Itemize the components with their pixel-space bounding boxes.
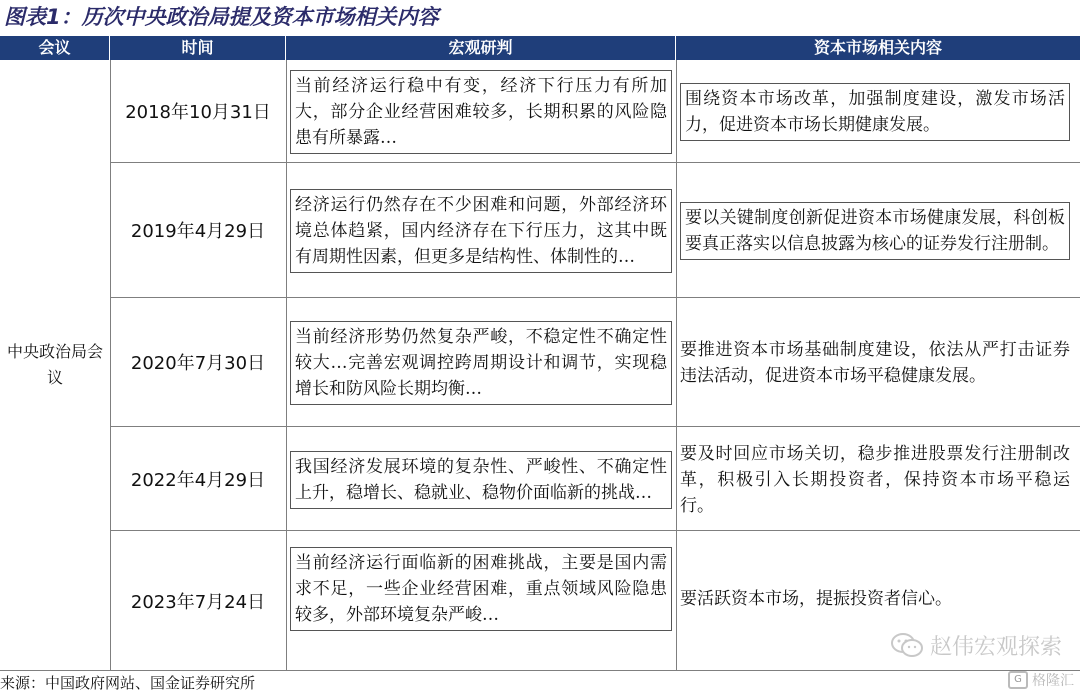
brand-text: 格隆汇 — [1032, 673, 1074, 689]
capital-text: 要以关键制度创新促进资本市场健康发展，科创板要真正落实以信息披露为核心的证券发行注册制。 — [680, 202, 1070, 260]
capital-text: 要活跃资本市场，提振投资者信心。 — [680, 589, 952, 609]
row-date: 2019年4月29日 — [130, 221, 266, 242]
capital-text: 要及时回应市场关切，稳步推进股票发行注册制改革，积极引入长期投资者，保持资本市场平稳运行。 — [680, 443, 1070, 516]
row-macro — [286, 166, 676, 296]
row-date: 2020年7月30日 — [130, 353, 266, 374]
macro-text: 当前经济运行稳中有变，经济下行压力有所加大，部分企业经营困难较多，长期积累的风险隐患有所暴露… — [290, 70, 672, 154]
table-bottom-rule — [0, 670, 1080, 671]
row-capital — [676, 166, 1074, 296]
table-header — [0, 36, 1080, 60]
capital-text: 围绕资本市场改革，加强制度建设，激发市场活力，促进资本市场长期健康发展。 — [680, 83, 1070, 141]
wechat-icon — [890, 632, 924, 658]
row-date: 2018年10月31日 — [125, 102, 271, 123]
row-macro — [286, 301, 676, 425]
watermark — [890, 628, 1062, 662]
row-date: 2023年7月24日 — [130, 591, 266, 613]
capital-text: 要推进资本市场基础制度建设，依法从严打击证券违法活动，促进资本市场平稳健康发展。 — [680, 340, 1070, 386]
brand-mark — [1008, 668, 1074, 692]
brand-logo-icon: G — [1008, 671, 1028, 689]
meeting-cell: 中央政治局会议 — [6, 342, 103, 387]
row-capital — [676, 63, 1074, 161]
header-macro: 宏观研判 — [286, 36, 676, 60]
macro-text: 经济运行仍然存在不少困难和问题，外部经济环境总体趋紧，国内经济存在下行压力，这其中既有周期性因素，但更多是结构性、体制性的… — [290, 189, 672, 273]
row-macro — [286, 63, 676, 161]
row-capital — [676, 430, 1074, 529]
watermark-text: 赵伟宏观探索 — [929, 634, 1062, 660]
macro-text: 当前经济形势仍然复杂严峻，不稳定性不确定性较大…完善宏观调控跨周期设计和调节，实现稳增长和防风险长期均衡… — [290, 321, 672, 405]
row-date: 2022年4月29日 — [130, 469, 266, 491]
macro-text: 我国经济发展环境的复杂性、严峻性、不确定性上升，稳增长、稳就业、稳物价面临新的挑战… — [290, 451, 672, 509]
row-capital — [676, 301, 1074, 425]
row-macro — [286, 534, 676, 644]
macro-text: 当前经济运行面临新的困难挑战，主要是国内需求不足，一些企业经营困难，重点领域风险隐患较多，外部环境复杂严峻… — [290, 547, 672, 631]
figure-title: 图表1：历次中央政治局提及资本市场相关内容 — [4, 5, 439, 29]
header-time: 时间 — [110, 36, 286, 60]
grid-divider — [110, 60, 111, 670]
header-meeting: 会议 — [0, 36, 110, 60]
header-capital-market: 资本市场相关内容 — [813, 38, 942, 57]
source-note: 来源：中国政府网站、国金证券研究所 — [0, 674, 256, 692]
row-macro — [286, 430, 676, 529]
